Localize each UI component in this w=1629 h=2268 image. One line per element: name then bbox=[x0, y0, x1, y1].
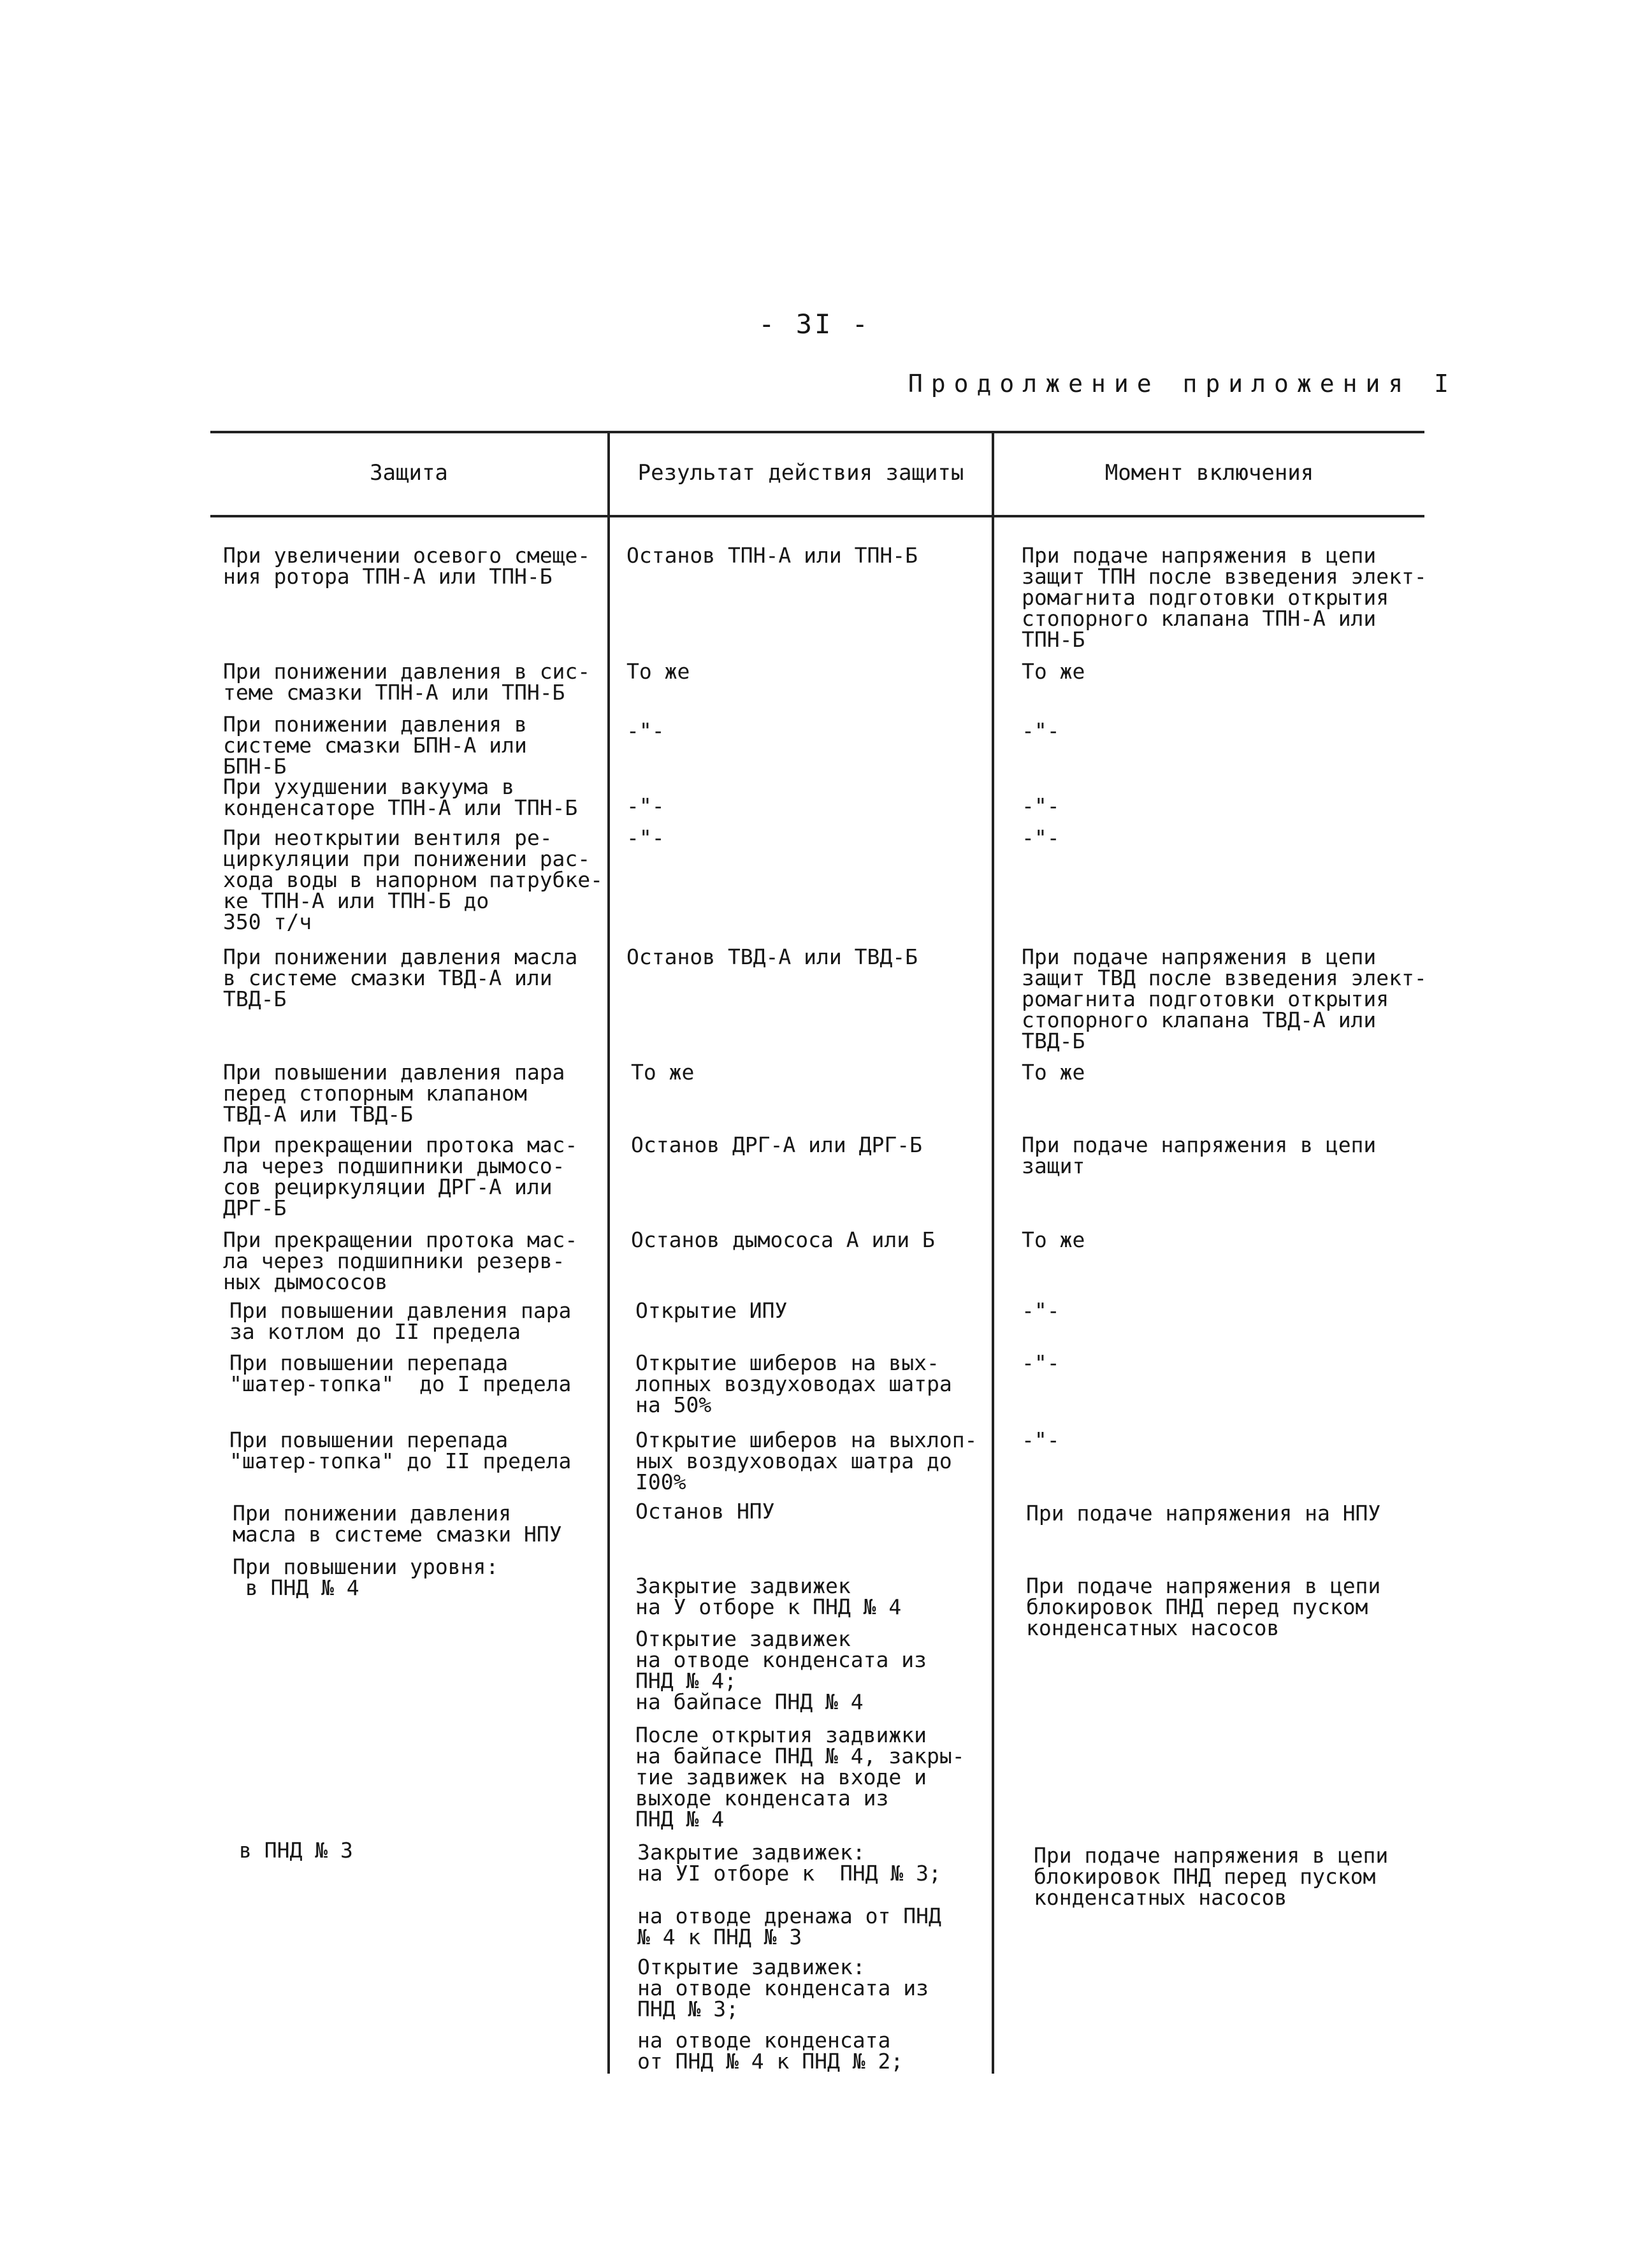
table-cell: Открытие шиберов на вых- лопных воздуховодах шатра на 50% bbox=[635, 1350, 952, 1417]
table-top-rule bbox=[210, 431, 1424, 433]
table-cell: на отводе дренажа от ПНД № 4 к ПНД № 3 bbox=[637, 1903, 941, 1949]
table-cell: Останов дымососа А или Б bbox=[631, 1227, 935, 1252]
header-moment: Момент включения bbox=[1104, 460, 1314, 486]
table-cell: При понижении давления в сис- теме смазки ТПН-А или ТПН-Б bbox=[223, 659, 591, 705]
table-cell: -"- bbox=[626, 793, 665, 818]
table-cell: При понижении давления масла в системе смазки ТВД-А или ТВД-Б bbox=[223, 944, 578, 1011]
table-cell: При повышении перепада "шатер-топка" до II предела bbox=[229, 1427, 572, 1473]
table-cell: -"- bbox=[1022, 718, 1060, 743]
table-cell: При повышении уровня: в ПНД № 4 bbox=[233, 1554, 499, 1600]
table-cell: -"- bbox=[626, 718, 665, 743]
table-cell: При прекращении протока мас- ла через подшипники дымосо- сов рециркуляции ДРГ-А или ДРГ-Б bbox=[223, 1132, 578, 1220]
table-cell: Открытие задвижек: на отводе конденсата из ПНД № 3; bbox=[637, 1954, 929, 2021]
column-divider-2 bbox=[992, 431, 994, 2074]
header-bottom-rule bbox=[210, 515, 1424, 517]
table-cell: -"- bbox=[1022, 825, 1060, 850]
page-number: - 3I - bbox=[758, 308, 871, 340]
table-cell: Останов ТВД-А или ТВД-Б bbox=[626, 944, 918, 969]
table-cell: -"- bbox=[1022, 1350, 1060, 1375]
table-cell: То же bbox=[1022, 659, 1085, 684]
header-protection: Защита bbox=[370, 460, 448, 486]
table-cell: Закрытие задвижек на У отборе к ПНД № 4 bbox=[635, 1573, 902, 1619]
table-cell: Останов НПУ bbox=[635, 1499, 775, 1524]
table-cell: При подаче напряжения в цепи блокировок ПНД перед пуском конденсатных насосов bbox=[1034, 1843, 1389, 1910]
table-cell: После открытия задвижки на байпасе ПНД № 4, закры- тие задвижек на входе и выходе конденсата из ПНД № 4 bbox=[635, 1723, 965, 1831]
table-cell: Открытие ИПУ bbox=[635, 1298, 788, 1323]
table-cell: При повышении давления пара за котлом до II предела bbox=[229, 1298, 572, 1344]
table-cell: При подаче напряжения в цепи защит bbox=[1022, 1132, 1377, 1178]
column-divider-1 bbox=[607, 431, 610, 2074]
table-cell: То же bbox=[1022, 1060, 1085, 1085]
table-cell: Закрытие задвижек: на УI отборе к ПНД № 3; bbox=[637, 1840, 941, 1886]
table-cell: При понижении давления в системе смазки БПН-А или БПН-Б bbox=[223, 712, 527, 779]
table-cell: в ПНД № 3 bbox=[239, 1838, 353, 1863]
table-cell: При прекращении протока мас- ла через подшипники резерв- ных дымососов bbox=[223, 1227, 578, 1294]
table-cell: То же bbox=[1022, 1227, 1085, 1252]
table-cell: Останов ДРГ-А или ДРГ-Б bbox=[631, 1132, 922, 1157]
table-cell: -"- bbox=[1022, 793, 1060, 818]
table-cell: При повышении перепада "шатер-топка" до I предела bbox=[229, 1350, 572, 1396]
table-cell: При увеличении осевого смеще- ния ротора ТПН-А или ТПН-Б bbox=[223, 543, 591, 589]
header-result: Результат действия защиты bbox=[637, 460, 964, 486]
table-cell: Открытие задвижек на отводе конденсата из ПНД № 4; на байпасе ПНД № 4 bbox=[635, 1626, 927, 1714]
table-cell: При подаче напряжения в цепи защит ТВД после взведения элект- ромагнита подготовки открытия стопорного клапана ТВД-А или ТВД-Б bbox=[1022, 944, 1427, 1053]
table-cell: Останов ТПН-А или ТПН-Б bbox=[626, 543, 918, 568]
continuation-heading: Продолжение приложения I bbox=[908, 370, 1457, 398]
table-cell: -"- bbox=[626, 825, 665, 850]
table-cell: При подаче напряжения на НПУ bbox=[1026, 1501, 1381, 1526]
table-cell: То же bbox=[626, 659, 690, 684]
table-cell: При понижении давления масла в системе смазки НПУ bbox=[233, 1501, 562, 1547]
table-cell: При подаче напряжения в цепи блокировок ПНД перед пуском конденсатных насосов bbox=[1026, 1573, 1381, 1640]
table-cell: на отводе конденсата от ПНД № 4 к ПНД № 2; bbox=[637, 2028, 904, 2074]
table-cell: -"- bbox=[1022, 1298, 1060, 1323]
table-cell: При повышении давления пара перед стопорным клапаном ТВД-А или ТВД-Б bbox=[223, 1060, 565, 1127]
table-cell: При неоткрытии вентиля ре- циркуляции при понижении рас- хода воды в напорном патрубке- ке ТПН-А или ТПН-Б до 350 т/ч bbox=[223, 825, 604, 934]
table-cell: При подаче напряжения в цепи защит ТПН после взведения элект- ромагнита подготовки открытия стопорного клапана ТПН-А или ТПН-Б bbox=[1022, 543, 1427, 652]
table-cell: Открытие шиберов на выхлоп- ных воздуховодах шатра до I00% bbox=[635, 1427, 978, 1494]
table-cell: При ухудшении вакуума в конденсаторе ТПН-А или ТПН-Б bbox=[223, 774, 578, 820]
table-cell: -"- bbox=[1022, 1427, 1060, 1452]
table-cell: То же bbox=[631, 1060, 695, 1085]
